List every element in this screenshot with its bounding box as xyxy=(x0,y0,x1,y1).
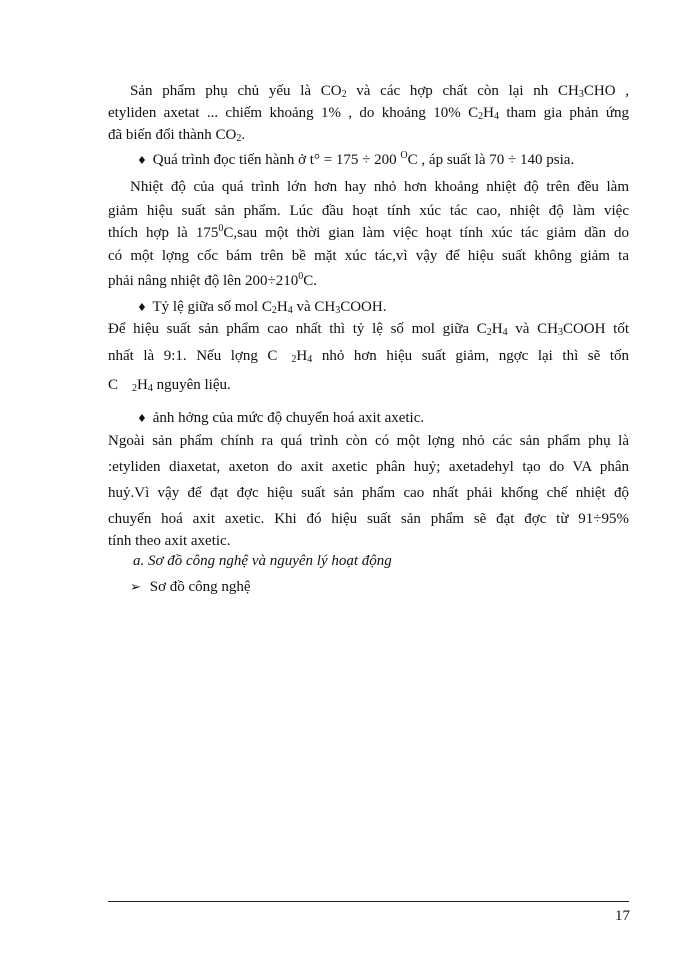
para3-line2: nhất là 9:1. Nếu lợng C $_2H_4$ nhỏ hơn hiệu suất giảm, ngợc lại thì sẽ tốn xyxy=(108,348,629,365)
page-number: 17 xyxy=(615,908,630,924)
para4-line5: tính theo axit axetic. xyxy=(108,533,231,549)
para3-line3: C $_2H_4$ nguyên liệu. xyxy=(108,377,231,394)
para2-line2: giảm hiệu suất sản phẩm. Lúc đầu hoạt tính xúc tác cao, nhiệt độ làm việc xyxy=(108,203,629,219)
diamond-bullet-icon: ♦ xyxy=(137,301,147,314)
bullet-mol-ratio: ♦ Tỷ lệ giữa số mol $C_2H_4$ và $CH_3COOH$. xyxy=(137,299,387,316)
bullet-process-conditions: ♦ Quá trình đọc tiến hành ở t° = 175 ÷ 200 $^O$C , áp suất là 70 ÷ 140 psia. xyxy=(137,150,574,171)
bullet-conversion: ♦ ảnh hởng của mức độ chuyển hoá axit axetic. xyxy=(137,408,424,429)
sub-item-flow-diagram: ➢ Sơ đồ công nghệ xyxy=(130,577,251,598)
section-heading: a. Sơ đồ công nghệ và nguyên lý hoạt động xyxy=(133,553,392,569)
para4-line1: Ngoài sản phẩm chính ra quá trình còn có một lợng nhỏ các sản phẩm phụ là xyxy=(108,433,629,449)
para2-line3: thích hợp là $175^0C,sau$ một thời gian làm việc hoạt tính xúc tác giảm dần do xyxy=(108,223,630,241)
para1-line3: đã biến đổi thành $CO_2$. xyxy=(108,127,246,144)
para4-line2: :etyliden diaxetat, axeton do axit axetic phân huỷ; axetadehyl tạo do VA phân xyxy=(108,459,629,475)
para1-line2: etyliden axetat ... chiếm khoảng 1% , do khoảng 10% $C_2H_4$ tham gia phản ứng xyxy=(108,105,629,122)
para3-line1: Để hiệu suất sản phẩm cao nhất thì tỷ lệ số mol giữa $C_2H_4$ và $CH_3COOH$ tốt xyxy=(108,321,629,338)
para2-line5: phải nâng nhiệt độ lên $200\div 210^0C$. xyxy=(108,271,318,289)
para1-line1: Sản phẩm phụ chủ yếu là $CO_2$ và các hợp chất còn lại nh $CH_3CHO$ , xyxy=(130,83,629,100)
diamond-bullet-icon: ♦ xyxy=(137,154,147,167)
para4-line3: huỷ.Vì vậy để đạt đợc hiệu suất sản phẩm cao nhất phải khống chế nhiệt độ xyxy=(108,485,629,501)
para4-line4: chuyển hoá axit axetic. Khi đó hiệu suất sản phẩm sẽ đạt đợc từ 91÷95% xyxy=(108,511,629,527)
para2-line4: có một lợng cốc bám trên bề mặt xúc tác,vì vậy để hiệu suất không giảm ta xyxy=(108,248,629,264)
para2-line1: Nhiệt độ của quá trình lớn hơn hay nhỏ hơn khoảng nhiệt độ trên đều làm xyxy=(130,179,629,195)
footer-divider xyxy=(108,901,629,902)
arrow-bullet-icon: ➢ xyxy=(130,580,141,595)
diamond-bullet-icon: ♦ xyxy=(137,412,147,425)
